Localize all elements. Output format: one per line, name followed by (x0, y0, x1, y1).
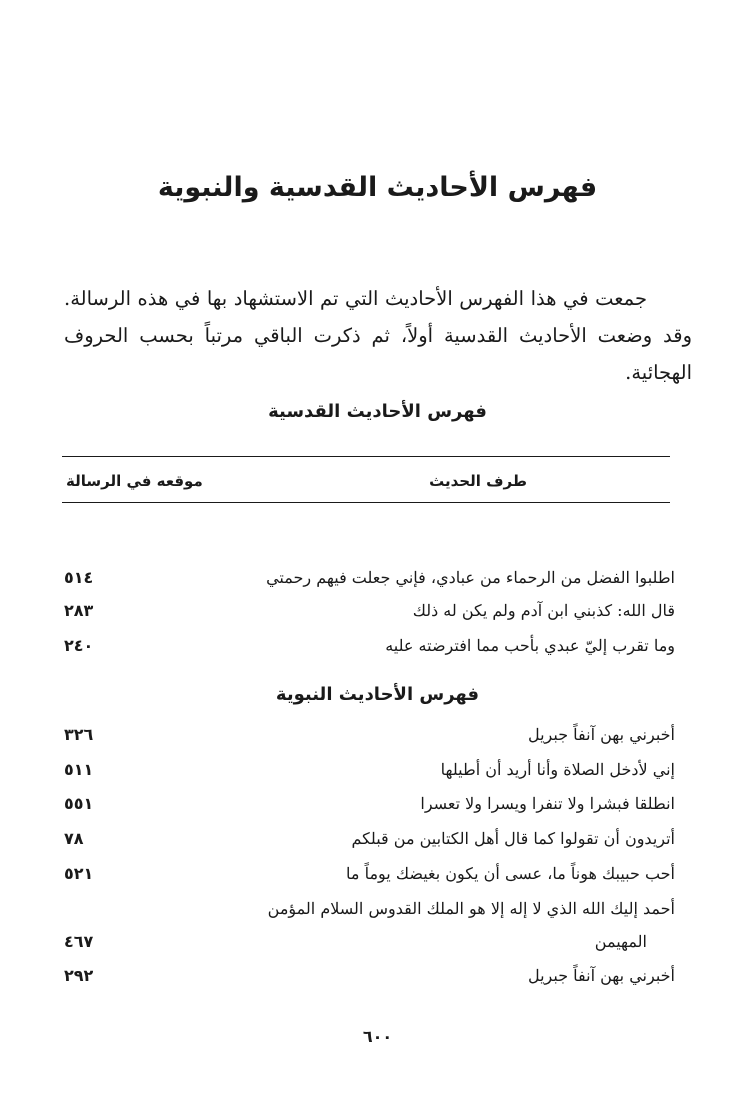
nabawi-entry-7-page: ٢٩٢ (64, 966, 94, 985)
page-title: فهرس الأحاديث القدسية والنبوية (157, 172, 598, 203)
nabawi-entry-3-page: ٥٥١ (64, 794, 94, 813)
nabawi-entry-4-text: أتريدون أن تقولوا كما قال أهل الكتابين من قبلكم (351, 829, 675, 848)
nabawi-entry-6-text: أحمد إليك الله الذي لا إله إلا هو الملك القدوس السلام المؤمن (267, 899, 675, 918)
qudsi-entry-2-page: ٢٨٣ (64, 601, 94, 620)
nabawi-entry-1-page: ٣٢٦ (64, 725, 94, 744)
nabawi-entry-5-page: ٥٢١ (64, 864, 94, 883)
nabawi-entry-2-text: إني لأدخل الصلاة وأنا أريد أن أطيلها (440, 760, 675, 779)
nabawi-entry-7-text: أخبرني بهن آنفاً جبريل (527, 966, 675, 985)
nabawi-entry-1-text: أخبرني بهن آنفاً جبريل (527, 725, 675, 744)
table-top-rule (62, 456, 670, 457)
nabawi-entry-2-page: ٥١١ (64, 760, 94, 779)
intro-paragraph: جمعت في هذا الفهرس الأحاديث التي تم الاستشهاد بها في هذه الرسالة. وقد وضعت الأحاديث القدسية أولاً، ثم ذكرت الباقي مرتباً بحسب الحروف الهجائية. (64, 287, 692, 384)
column-header-location: موقعه في الرسالة (66, 472, 203, 490)
nabawi-entry-3-text: انطلقا فبشرا ولا تنفرا ويسرا ولا تعسرا (420, 794, 675, 813)
qudsi-entry-1-page: ٥١٤ (64, 568, 94, 587)
nabawi-entry-4-page: ٧٨ (64, 829, 84, 848)
nabawi-section-title: فهرس الأحاديث النبوية (275, 684, 480, 705)
qudsi-section-title: فهرس الأحاديث القدسية (268, 401, 487, 422)
qudsi-entry-1-text: اطلبوا الفضل من الرحماء من عبادي، فإني جعلت فيهم رحمتي (266, 568, 675, 587)
table-header-rule (62, 502, 670, 503)
qudsi-entry-3-text: وما تقرب إليّ عبدي بأحب مما افترضته عليه (385, 636, 675, 655)
nabawi-entry-6-page: ٤٦٧ (64, 932, 94, 951)
nabawi-entry-6-continuation: المهيمن (594, 932, 647, 951)
page-number: ٦٠٠ (362, 1027, 393, 1046)
nabawi-entry-5-text: أحب حبيبك هوناً ما، عسى أن يكون بغيضك يوماً ما (346, 864, 675, 883)
qudsi-entry-3-page: ٢٤٠ (64, 636, 94, 655)
qudsi-entry-2-text: قال الله: كذبني ابن آدم ولم يكن له ذلك (412, 601, 675, 620)
column-header-hadith: طرف الحديث (429, 472, 527, 490)
